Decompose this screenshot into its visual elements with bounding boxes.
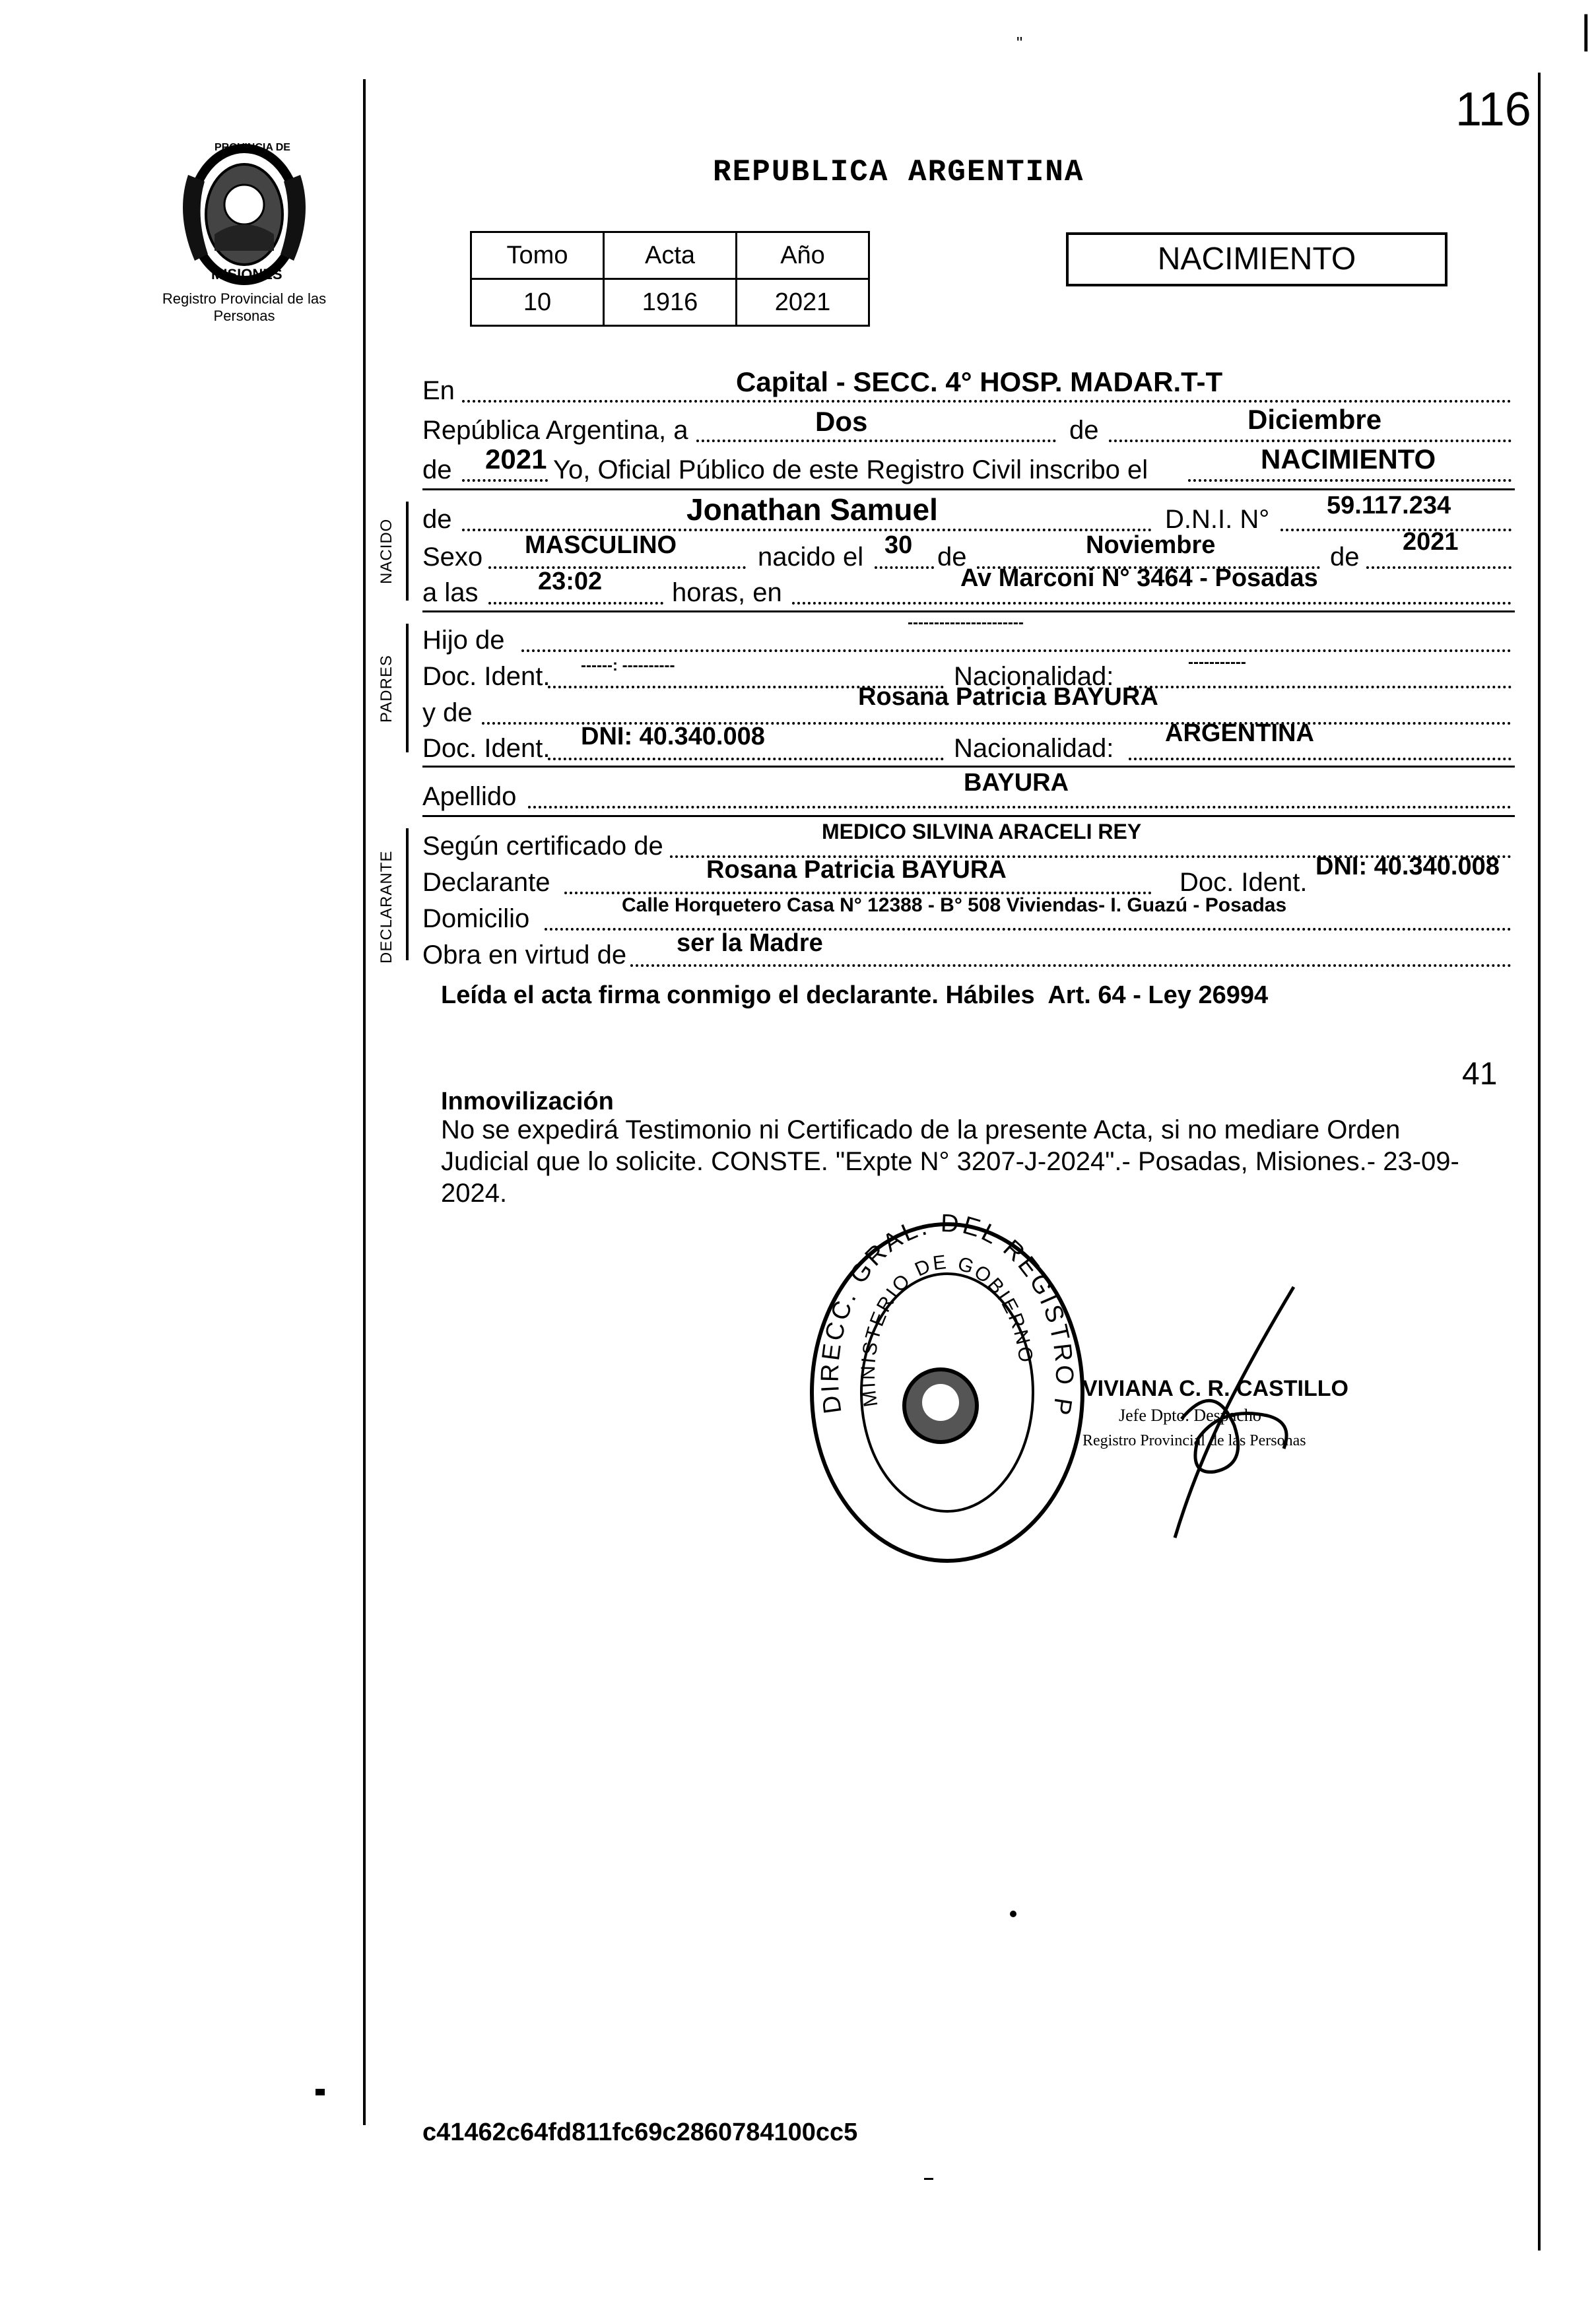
- segun-label: Según certificado de: [422, 832, 663, 861]
- scan-speck: [924, 2178, 933, 2180]
- mother-doc-line: [548, 758, 944, 760]
- section-rule-2: [422, 610, 1515, 612]
- mother-nat: ARGENTINA: [1165, 719, 1314, 747]
- month-line: [1109, 440, 1512, 442]
- svg-text:DIRECC. GRAL. DEL REGISTRO PRO: [802, 1214, 1078, 1420]
- seal-bottom-text: MISIONES: [211, 266, 283, 282]
- mother-doc-label: Doc. Ident.: [422, 734, 550, 763]
- horas-label: horas, en: [672, 578, 782, 607]
- republica-label: República Argentina, a: [422, 416, 688, 445]
- de-label-2: de: [422, 455, 452, 484]
- inscribed-value: NACIMIENTO: [1261, 444, 1436, 475]
- a-las-label: a las: [422, 578, 479, 607]
- sexo-line: [488, 566, 746, 569]
- svg-text:MINISTERIO DE GOBIERNO: [857, 1251, 1037, 1408]
- page-number: 116: [1455, 83, 1531, 136]
- nacido-side-label: NACIDO: [378, 518, 395, 584]
- domicilio-value: Calle Horquetero Casa N° 12388 - B° 508 Viviendas- I. Guazú - Posadas: [622, 894, 1287, 916]
- declarante-label: Declarante: [422, 868, 550, 897]
- padres-bracket: [406, 624, 409, 752]
- record-table: [470, 231, 870, 327]
- officer-text: Yo, Oficial Público de este Registro Civil inscribo el: [553, 455, 1148, 484]
- declarante-name: Rosana Patricia BAYURA: [706, 856, 1007, 884]
- apellido-line: [528, 806, 1512, 808]
- inmovilizacion-line-3: 2024.: [441, 1179, 508, 1208]
- country-title: REPUBLICA ARGENTINA: [713, 155, 1084, 189]
- mother-doc: DNI: 40.340.008: [581, 723, 765, 750]
- obra-label: Obra en virtud de: [422, 940, 627, 969]
- declarante-doc: DNI: 40.340.008: [1315, 853, 1500, 880]
- birth-place-line: [792, 602, 1512, 605]
- section-rule-4: [422, 815, 1515, 817]
- obra-value: ser la Madre: [677, 929, 823, 957]
- right-border-line: [1538, 73, 1541, 2251]
- y-de-label: y de: [422, 698, 473, 727]
- mother-nat-label: Nacionalidad:: [954, 734, 1114, 763]
- sexo-value: MASCULINO: [525, 531, 677, 559]
- place-value: Capital - SECC. 4° HOSP. MADAR.T-T: [736, 366, 1223, 397]
- anio-header: Año: [737, 232, 869, 279]
- year-line: [462, 479, 548, 482]
- top-mark-bar: |: [1581, 7, 1591, 51]
- obra-line: [630, 964, 1512, 967]
- acta-value: 1916: [604, 279, 737, 326]
- birth-time: 23:02: [538, 568, 603, 595]
- province-seal: [168, 135, 320, 287]
- year-value: 2021: [485, 444, 547, 475]
- hijo-label: Hijo de: [422, 626, 505, 655]
- en-label: En: [422, 376, 455, 405]
- scan-speck: [316, 2089, 325, 2095]
- father-nat-line: [1129, 686, 1512, 688]
- inmovilizacion-title: Inmovilización: [441, 1088, 614, 1115]
- nacido-de-label: de: [422, 505, 452, 534]
- stamp-inner-textpath: MINISTERIO DE GOBIERNO: [857, 1251, 1037, 1408]
- anio-value: 2021: [737, 279, 869, 326]
- section-rule-1: [422, 488, 1515, 490]
- birth-year-line: [1366, 566, 1512, 569]
- padres-side-label: PADRES: [378, 655, 395, 723]
- record-type: NACIMIENTO: [1157, 242, 1356, 277]
- declarante-doc-label: Doc. Ident.: [1180, 868, 1308, 897]
- inmovilizacion-line-1: No se expedirá Testimonio ni Certificado de la presente Acta, si no mediare Orden: [441, 1115, 1401, 1144]
- birth-month: Noviembre: [1086, 531, 1216, 559]
- father-doc: ------: ----------: [581, 657, 675, 674]
- mother-nat-line: [1129, 758, 1512, 760]
- top-mark-quote: ": [1016, 33, 1023, 53]
- father-value: ----------------------: [908, 614, 1024, 632]
- signatory-org: Registro Provincial de las Personas: [1082, 1432, 1306, 1449]
- sexo-label: Sexo: [422, 542, 483, 572]
- dni-line: [1280, 529, 1512, 531]
- margin-number: 41: [1462, 1057, 1498, 1092]
- inscribed-line: [1188, 479, 1512, 482]
- apellido-label: Apellido: [422, 782, 517, 811]
- inmovilizacion-line-2: Judicial que lo solicite. CONSTE. "Expte N° 3207-J-2024".- Posadas, Misiones.- 23-09-: [441, 1147, 1459, 1176]
- birth-year: 2021: [1403, 528, 1459, 556]
- domicilio-label: Domicilio: [422, 904, 530, 933]
- signatory-title: Jefe Dpto. Despacho: [1119, 1406, 1261, 1425]
- birth-day: 30: [884, 531, 913, 559]
- tomo-value: 10: [471, 279, 604, 326]
- nacido-el-label: nacido el: [758, 542, 864, 572]
- father-nat-label: Nacionalidad:: [954, 662, 1114, 691]
- father-doc-label: Doc. Ident.: [422, 662, 550, 691]
- section-rule-3: [422, 766, 1515, 768]
- institution-name: Registro Provincial de las Personas: [162, 290, 327, 324]
- declarante-bracket: [406, 828, 409, 960]
- nacido-de-label-1: de: [937, 542, 967, 572]
- mother-value: Rosana Patricia BAYURA: [858, 683, 1158, 711]
- document-hash: c41462c64fd811fc69c2860784100cc5: [422, 2119, 858, 2146]
- day-word: Dos: [815, 406, 868, 437]
- seal-top-text: PROVINCIA DE: [215, 142, 290, 153]
- birth-place: Av Marconi N° 3464 - Posadas: [960, 564, 1318, 592]
- apellido-value: BAYURA: [964, 769, 1069, 797]
- closing-statement: Leída el acta firma conmigo el declarante. Hábiles Art. 64 - Ley 26994: [441, 981, 1269, 1009]
- father-nat: -----------: [1188, 653, 1246, 671]
- tomo-header: Tomo: [471, 232, 604, 279]
- scan-speck: [1010, 1911, 1016, 1917]
- acta-header: Acta: [604, 232, 737, 279]
- left-margin-line: [363, 79, 366, 2125]
- nacido-de-label-2: de: [1330, 542, 1360, 572]
- month-value: Diciembre: [1247, 404, 1382, 435]
- child-name: Jonathan Samuel: [686, 492, 938, 527]
- day-line: [696, 440, 1056, 442]
- stamp-outer-textpath: DIRECC. GRAL. DEL REGISTRO P: [816, 1214, 1079, 1420]
- stamp-outer-text: [802, 1214, 1092, 1571]
- place-line: [462, 400, 1512, 403]
- declarante-side-label: DECLARANTE: [378, 850, 395, 964]
- father-line: [521, 649, 1512, 652]
- signatory-name: VIVIANA C. R. CASTILLO: [1082, 1376, 1348, 1401]
- dni-label: D.N.I. N°: [1165, 505, 1270, 534]
- registry-stamp: [802, 1214, 1092, 1571]
- record-type-box: [1066, 232, 1447, 286]
- nacido-bracket: [406, 502, 409, 601]
- de-label-1: de: [1069, 416, 1099, 445]
- birth-day-line: [875, 566, 934, 569]
- child-dni: 59.117.234: [1327, 492, 1451, 519]
- certificado-value: MEDICO SILVINA ARACELI REY: [822, 820, 1142, 843]
- time-line: [488, 602, 663, 605]
